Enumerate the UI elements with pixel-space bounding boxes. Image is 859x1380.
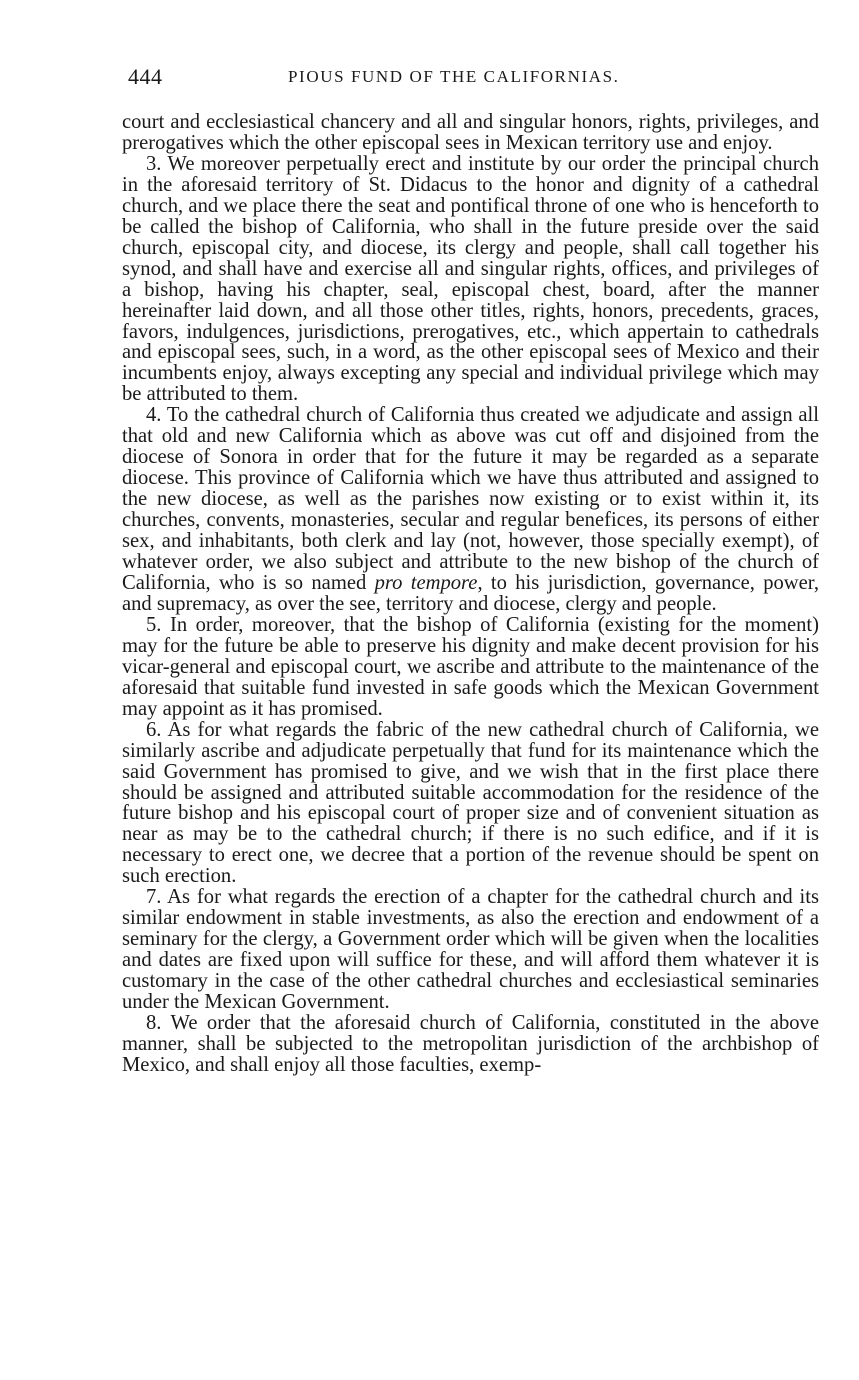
running-head: PIOUS FUND OF THE CALIFORNIAS. [288, 67, 620, 86]
paragraph-item-7: 7. As for what regards the erection of a chapter for the cathedral church and its similar endowment in stable investments, as also the erection and endowment of a seminary for the clergy, a Government order which will be given when the localities and dates are fixed upon will suffice for these, and will afford them whatever it is customary in the case of the other cathedral churches and ecclesiastical seminaries under the Mexican Government. [122, 886, 819, 1014]
page-header [128, 64, 818, 94]
body-text [122, 112, 819, 1076]
paragraph-continuation: court and ecclesiastical chancery and all and singular honors, rights, privileges, and prerogatives which the other episcopal sees in Mexican territory use and enjoy. [122, 111, 819, 154]
paragraph-item-6: 6. As for what regards the fabric of the new cathedral church of California, we similarly ascribe and adjudicate perpetually that fund for its maintenance which the said Government has promised to give, and we wish that in the first place there should be assigned and attributed suitable accommodation for the residence of the future bishop and his episcopal court of proper size and of convenient situation as near as may be to the cathedral church; if there is no such edifice, and if it is necessary to erect one, we decree that a portion of the revenue should be spent on such erection. [122, 718, 819, 888]
paragraph-item-4-text-after: , to his jurisdiction, governance, power, and supremacy, as over the see, territory and diocese, clergy and people. [122, 571, 819, 615]
paragraph-item-3: 3. We moreover perpetually erect and institute by our order the principal church in the aforesaid territory of St. Didacus to the honor and dignity of a cathedral church, and we place there the seat and pontifical throne of one who is henceforth to be called the bishop of California, who shall in the future preside over the said church, episcopal city, and diocese, its clergy and people, shall call together his synod, and shall have and exercise all and singular rights, offices, and privileges of a bishop, having his chapter, seal, episcopal chest, board, after the manner hereinafter laid down, and all those other titles, rights, honors, precedents, graces, favors, indulgences, jurisdictions, prerogatives, etc., which appertain to cathedrals and episcopal sees, such, in a word, as the other episcopal sees of Mexico and their incumbents enjoy, always excepting any special and individual privilege which may be attributed to them. [122, 152, 819, 406]
italic-pro-tempore: pro tempore [374, 571, 478, 594]
paragraph-item-4 [122, 405, 819, 615]
paragraph-item-5: 5. In order, moreover, that the bishop of California (existing for the moment) may for the future be able to preserve his dignity and make decent provision for his vicar-general and episcopal court, we ascribe and attribute to the maintenance of the aforesaid that suitable fund invested in safe goods which the Mexican Government may appoint as it has promised. [122, 613, 819, 720]
page-number: 444 [128, 64, 163, 89]
paragraph-item-8: 8. We order that the aforesaid church of California, constituted in the above manner, shall be subjected to the metropolitan jurisdiction of the archbishop of Mexico, and shall enjoy all those faculties, exemp- [122, 1011, 819, 1076]
paragraph-item-4-text-before: 4. To the cathedral church of California thus created we adjudicate and assign all that old and new California which as above was cut off and disjoined from the diocese of Sonora in order that for the future it may be regarded as a separate diocese. This province of California which we have thus attributed and assigned to the new diocese, as well as the parishes now existing or to exist within it, its churches, convents, monasteries, secular and regular benefices, its persons of either sex, and inhabitants, both clerk and lay (not, however, those specially exempt), of whatever order, we also subject and attribute to the new bishop of the church of California, who is so named [122, 404, 819, 594]
